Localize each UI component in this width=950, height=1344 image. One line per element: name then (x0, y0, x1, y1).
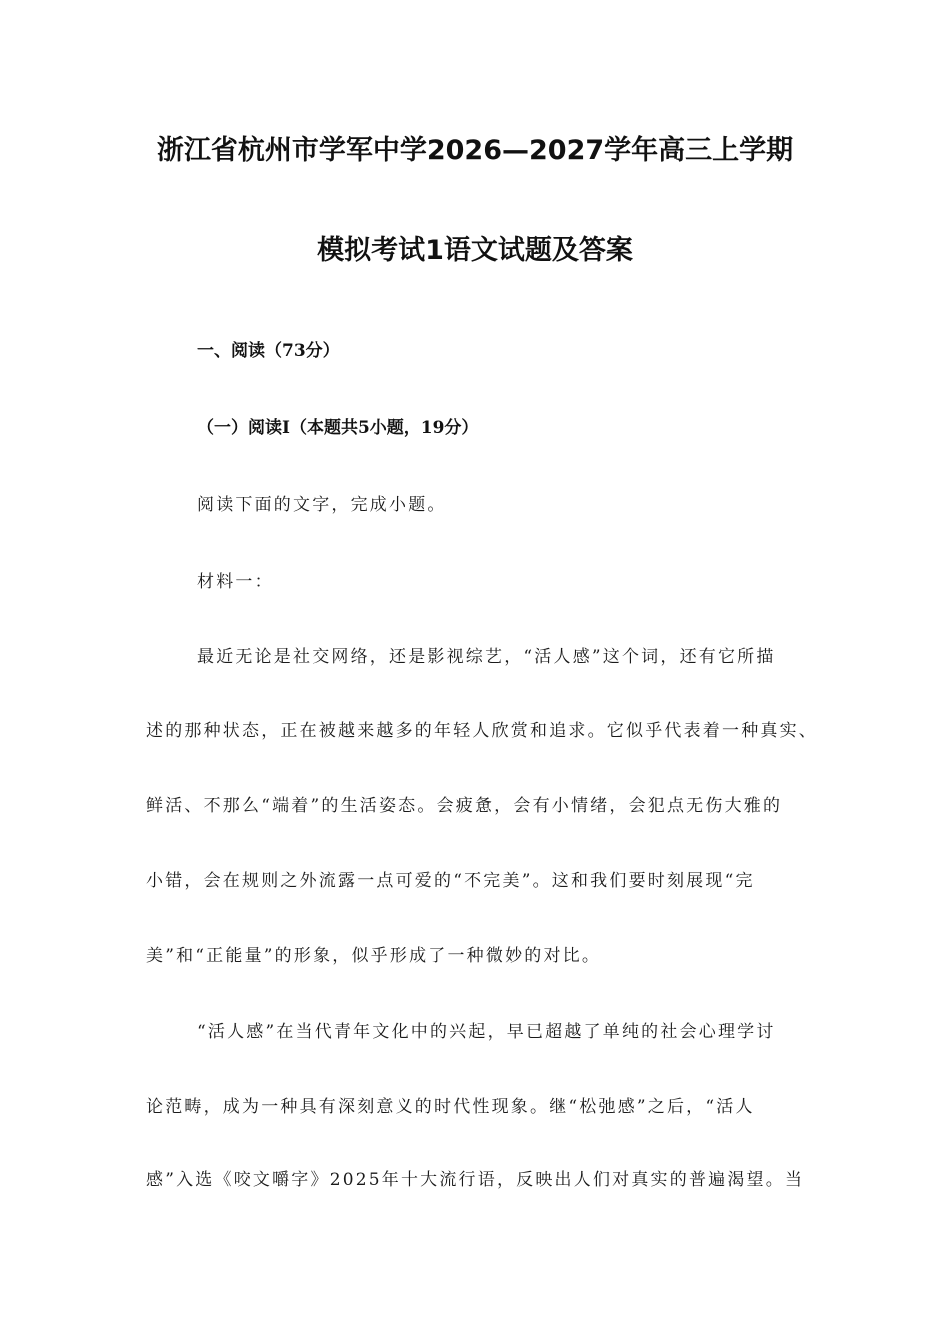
paragraph-line: 鲜活、不那么“端着”的生活姿态。会疲惫，会有小情绪，会犯点无伤大雅的 (146, 796, 783, 816)
paragraph-line: 述的那种状态，正在被越来越多的年轻人欣赏和追求。它似乎代表着一种真实、 (146, 721, 818, 741)
section-heading: 一、阅读（73分） (197, 341, 340, 361)
subsection-heading: （一）阅读Ⅰ（本题共5小题，19分） (197, 418, 479, 438)
document-title-line-2: 模拟考试1语文试题及答案 (317, 235, 633, 266)
paragraph-line: 最近无论是社交网络，还是影视综艺，“活人感”这个词，还有它所描 (197, 647, 776, 667)
paragraph-line: 感”入选《咬文嚼字》2025年十大流行语，反映出人们对真实的普遍渴望。当 (146, 1170, 805, 1190)
material-label: 材料一： (197, 572, 274, 592)
document-title-line-1: 浙江省杭州市学军中学2026—2027学年高三上学期 (156, 135, 794, 166)
paragraph-line: 美”和“正能量”的形象，似乎形成了一种微妙的对比。 (146, 946, 602, 966)
paragraph-line: 论范畴，成为一种具有深刻意义的时代性现象。继“松弛感”之后，“活人 (146, 1097, 755, 1117)
paragraph-line: “活人感”在当代青年文化中的兴起，早已超越了单纯的社会心理学讨 (197, 1022, 776, 1042)
instruction-text: 阅读下面的文字，完成小题。 (197, 495, 447, 515)
paragraph-line: 小错，会在规则之外流露一点可爱的“不完美”。这和我们要时刻展现“完 (146, 871, 755, 891)
